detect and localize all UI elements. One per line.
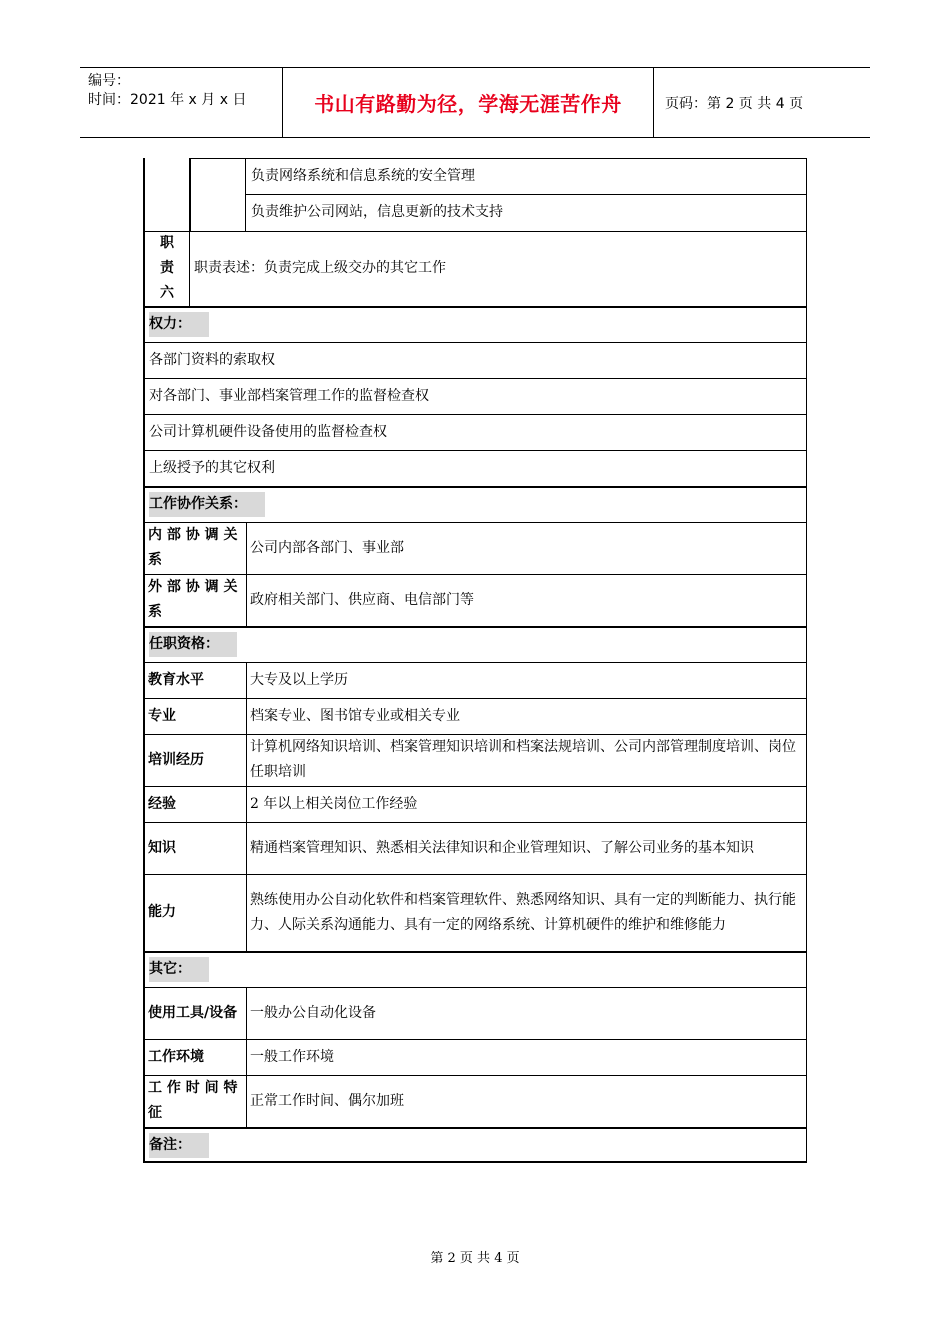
page-footer: 第 2 页 共 4 页 [430, 1251, 520, 1266]
remarks-row [143, 1127, 807, 1163]
authority-item: 上级授予的其它权利 [143, 450, 807, 486]
collaboration-row: 外 部 协 调 关 系 政府相关部门、供应商、电信部门等 [143, 574, 807, 626]
header-divider [653, 68, 654, 137]
authority-item: 各部门资料的索取权 [143, 342, 807, 378]
other-row: 工 作 时 间 特 征 正常工作时间、偶尔加班 [143, 1075, 807, 1127]
other-title-row [143, 951, 807, 987]
job-description-table [143, 158, 807, 1163]
duty-six-label: 职 责 六 [160, 235, 174, 301]
qualification-title: 任职资格： [149, 626, 237, 662]
authority-item: 对各部门、事业部档案管理工作的监督检查权 [143, 378, 807, 414]
qualification-row: 能力 熟练使用办公自动化软件和档案管理软件、熟悉网络知识、具有一定的判断能力、执行能力、人际关系沟通能力、具有一定的网络系统、计算机硬件的维护和维修能力 [143, 874, 807, 951]
duty-six-row [143, 231, 807, 306]
page-header [80, 67, 870, 138]
header-page-info: 页码：第 2 页 共 4 页 [665, 95, 804, 112]
authority-item: 公司计算机硬件设备使用的监督检查权 [143, 414, 807, 450]
authority-title: 权力： [149, 306, 209, 342]
duty-continuation [143, 158, 807, 231]
other-row: 使用工具/设备 一般办公自动化设备 [143, 987, 807, 1039]
header-motto: 书山有路勤为径，学海无涯苦作舟 [314, 92, 622, 116]
duty-six-text: 职责表述：负责完成上级交办的其它工作 [194, 260, 446, 276]
authority-title-row [143, 306, 807, 342]
qualification-row: 教育水平 大专及以上学历 [143, 662, 807, 698]
other-row: 工作环境 一般工作环境 [143, 1039, 807, 1075]
collaboration-title: 工作协作关系： [149, 486, 265, 522]
collaboration-title-row [143, 486, 807, 522]
time-label: 时间：2021 年 x 月 x 日 [88, 92, 247, 108]
qualification-row: 经验 2 年以上相关岗位工作经验 [143, 786, 807, 822]
qualification-row: 专业 档案专业、图书馆专业或相关专业 [143, 698, 807, 734]
duty-item: 负责维护公司网站，信息更新的技术支持 [251, 204, 503, 220]
duty-item: 负责网络系统和信息系统的安全管理 [251, 167, 475, 184]
qualification-row: 培训经历 计算机网络知识培训、档案管理知识培训和档案法规培训、公司内部管理制度培训、岗位任职培训 [143, 734, 807, 786]
qualification-row: 知识 精通档案管理知识、熟悉相关法律知识和企业管理知识、了解公司业务的基本知识 [143, 822, 807, 874]
number-label: 编号： [88, 73, 130, 89]
collaboration-row: 内 部 协 调 关 系 公司内部各部门、事业部 [143, 522, 807, 574]
qualification-title-row [143, 626, 807, 662]
remarks-title: 备注： [149, 1127, 209, 1163]
header-meta [88, 72, 246, 110]
other-title: 其它： [149, 951, 209, 987]
